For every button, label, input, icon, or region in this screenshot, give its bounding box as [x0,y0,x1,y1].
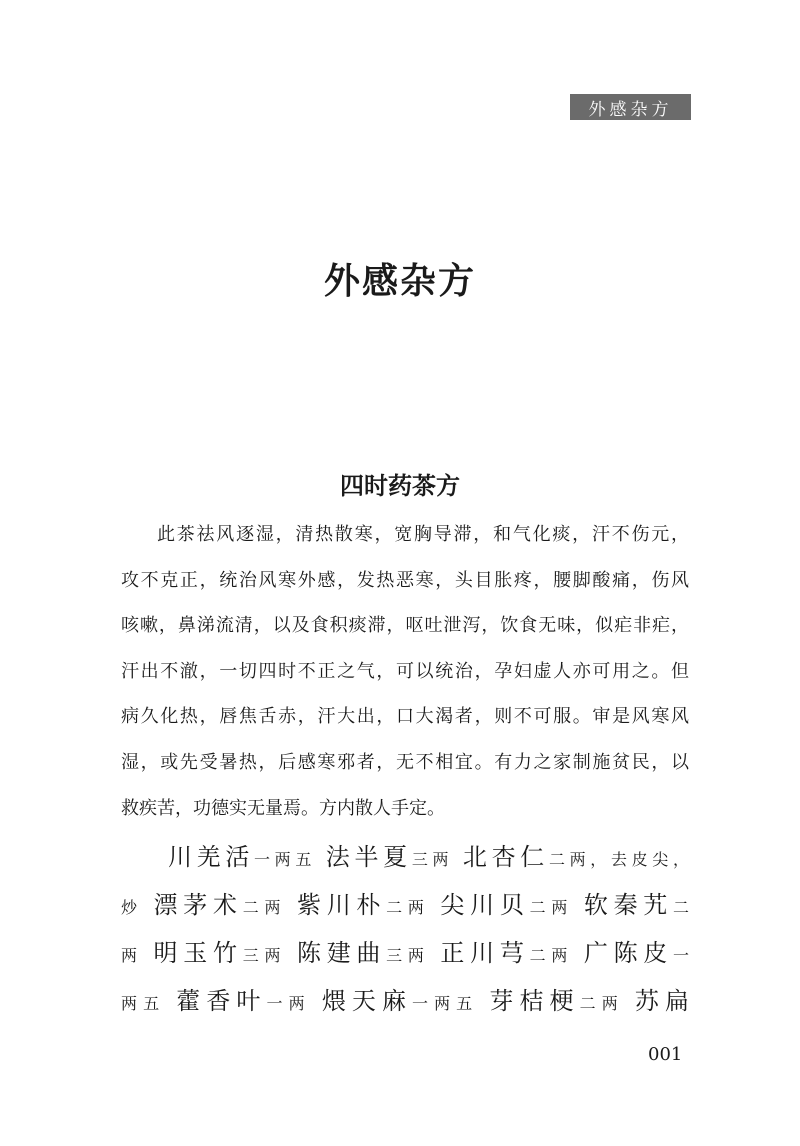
herb-name: 陈建曲 [296,939,387,967]
herb-dose: 三两 [386,946,430,965]
paragraph-line: 汗出不澈，一切四时不正之气，可以统治，孕妇虚人亦可用之。但 [121,660,689,682]
herb-name: 芽桔梗 [489,987,580,1015]
herb-name: 明玉竹 [153,939,243,967]
paragraph-line: 救疾苦，功德实无量焉。方内散人手定。 [121,797,445,819]
herb-name: 法半夏 [325,843,412,871]
description-paragraph [121,512,689,831]
paragraph-line: 攻不克正，统治风寒外感，发热恶寒，头目胀疼，腰脚酸痛，伤风 [121,569,689,591]
running-head: 外感杂方 [570,94,691,120]
herb-name: 尖川贝 [440,891,530,919]
herb-dose: 二两，去皮尖， [548,850,689,869]
herb-name: 正川芎 [440,939,530,967]
paragraph-line: 病久化热，唇焦舌赤，汗大出，口大渴者，则不可服。审是风寒风 [121,706,689,728]
section-title: 四时药茶方 [340,472,460,500]
herb-name: 川羌活 [168,843,255,871]
herb-dose: 二两 [242,898,287,917]
herb-dose: 二 [673,898,690,917]
paragraph-line: 湿，或先受暑热，后感寒邪者，无不相宜。有力之家制施贫民，以 [121,751,689,773]
herb-name: 紫川朴 [296,891,387,919]
herb-line [121,881,689,929]
herb-name: 软秦艽 [583,891,674,919]
herb-line [121,929,689,977]
herb-line [121,977,689,1025]
herb-dose: 一两五 [412,994,479,1013]
herb-dose: 三两 [242,946,287,965]
herb-dose: 炒 [121,898,143,917]
herb-dose: 二两 [529,898,574,917]
herb-name: 苏扁 [634,987,689,1015]
paragraph-line: 咳嗽，鼻涕流清，以及食积痰滞，呕吐泄泻，饮食无味，似疟非疟， [121,615,689,637]
herb-dose: 三两 [411,850,454,869]
herb-name: 藿香叶 [176,987,267,1015]
herb-dose: 二两 [386,898,430,917]
herb-dose: 一 [673,946,690,965]
herb-name: 煨天麻 [321,987,413,1015]
paragraph-line: 此茶祛风逐湿，清热散寒，宽胸导滞，和气化痰，汗不伤元， [157,524,689,545]
herb-dose: 两五 [121,994,166,1013]
herb-list [121,833,689,1025]
herb-dose: 二两 [579,994,624,1013]
herb-name: 漂茅术 [153,891,243,919]
herb-dose: 两 [121,946,143,965]
chapter-title: 外感杂方 [323,260,476,302]
herb-dose: 二两 [529,946,574,965]
herb-name: 北杏仁 [462,843,549,871]
page-number: 001 [648,1044,683,1065]
herb-name: 广陈皮 [583,939,674,967]
herb-line [121,833,689,881]
herb-dose: 一两五 [254,850,317,869]
herb-dose: 一两 [266,994,311,1013]
